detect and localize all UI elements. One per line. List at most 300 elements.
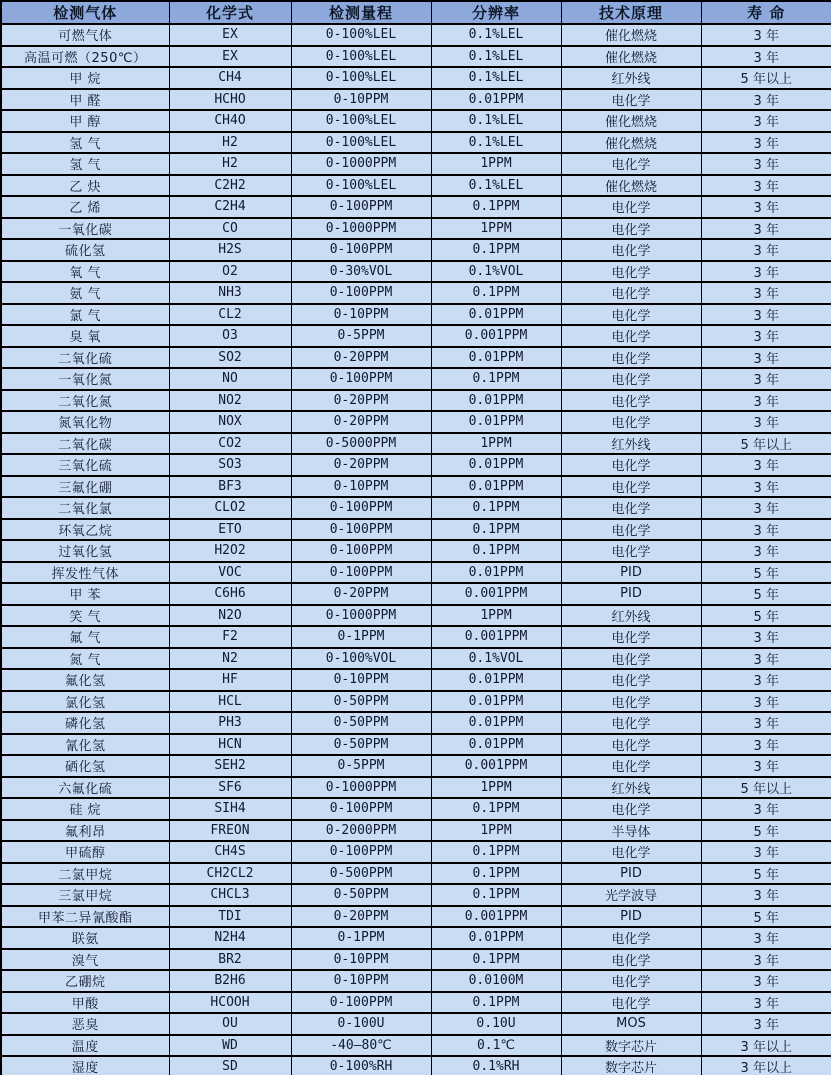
cell-range: 0-100%LEL bbox=[291, 46, 431, 68]
cell-principle: 数字芯片 bbox=[561, 1035, 701, 1057]
cell-gas: 乙硼烷 bbox=[1, 970, 169, 992]
cell-principle: 电化学 bbox=[561, 712, 701, 734]
cell-formula: B2H6 bbox=[169, 970, 291, 992]
column-header-lifespan: 寿 命 bbox=[701, 1, 831, 24]
cell-gas: 氯化氢 bbox=[1, 691, 169, 713]
cell-lifespan: 5 年以上 bbox=[701, 777, 831, 799]
cell-range: 0-1000PPM bbox=[291, 218, 431, 240]
column-header-principle: 技术原理 bbox=[561, 1, 701, 24]
cell-range: 0-100%VOL bbox=[291, 648, 431, 670]
cell-formula: HCL bbox=[169, 691, 291, 713]
header-row bbox=[1, 1, 831, 24]
cell-range: 0-100U bbox=[291, 1013, 431, 1035]
cell-principle: 电化学 bbox=[561, 648, 701, 670]
cell-resolution: 0.1%VOL bbox=[431, 648, 561, 670]
cell-formula: H2O2 bbox=[169, 540, 291, 562]
cell-lifespan: 3 年 bbox=[701, 884, 831, 906]
cell-gas: 高温可燃（250℃） bbox=[1, 46, 169, 68]
cell-lifespan: 3 年 bbox=[701, 390, 831, 412]
cell-formula: C2H2 bbox=[169, 175, 291, 197]
cell-range: 0-30%VOL bbox=[291, 261, 431, 283]
cell-gas: 磷化氢 bbox=[1, 712, 169, 734]
cell-principle: 电化学 bbox=[561, 540, 701, 562]
table-header bbox=[1, 1, 831, 24]
cell-range: 0-20PPM bbox=[291, 454, 431, 476]
cell-gas: 氟 气 bbox=[1, 626, 169, 648]
cell-lifespan: 5 年以上 bbox=[701, 67, 831, 89]
cell-principle: 电化学 bbox=[561, 325, 701, 347]
table-row bbox=[1, 282, 831, 304]
cell-lifespan: 3 年 bbox=[701, 669, 831, 691]
cell-formula: BF3 bbox=[169, 476, 291, 498]
cell-formula: HF bbox=[169, 669, 291, 691]
cell-range: 0-20PPM bbox=[291, 411, 431, 433]
cell-formula: ETO bbox=[169, 519, 291, 541]
cell-resolution: 0.1℃ bbox=[431, 1035, 561, 1057]
cell-principle: 电化学 bbox=[561, 390, 701, 412]
table-row bbox=[1, 67, 831, 89]
cell-lifespan: 3 年 bbox=[701, 110, 831, 132]
cell-formula: HCOOH bbox=[169, 992, 291, 1014]
cell-gas: 联氨 bbox=[1, 927, 169, 949]
cell-resolution: 0.01PPM bbox=[431, 562, 561, 584]
cell-formula: NH3 bbox=[169, 282, 291, 304]
cell-formula: SEH2 bbox=[169, 755, 291, 777]
cell-principle: 电化学 bbox=[561, 798, 701, 820]
cell-gas: 过氧化氢 bbox=[1, 540, 169, 562]
cell-formula: C2H4 bbox=[169, 196, 291, 218]
cell-range: 0-5PPM bbox=[291, 325, 431, 347]
cell-formula: NO bbox=[169, 368, 291, 390]
cell-range: 0-100PPM bbox=[291, 540, 431, 562]
cell-range: -40—80℃ bbox=[291, 1035, 431, 1057]
table-row bbox=[1, 540, 831, 562]
cell-resolution: 0.1PPM bbox=[431, 196, 561, 218]
cell-resolution: 0.1PPM bbox=[431, 884, 561, 906]
cell-range: 0-2000PPM bbox=[291, 820, 431, 842]
cell-range: 0-10PPM bbox=[291, 949, 431, 971]
cell-resolution: 0.001PPM bbox=[431, 583, 561, 605]
cell-formula: SIH4 bbox=[169, 798, 291, 820]
cell-principle: 催化燃烧 bbox=[561, 46, 701, 68]
cell-gas: 甲苯二异氰酸酯 bbox=[1, 906, 169, 928]
cell-formula: H2 bbox=[169, 153, 291, 175]
cell-lifespan: 3 年 bbox=[701, 992, 831, 1014]
cell-formula: EX bbox=[169, 24, 291, 46]
cell-principle: 催化燃烧 bbox=[561, 110, 701, 132]
cell-principle: 红外线 bbox=[561, 777, 701, 799]
cell-formula: CH4O bbox=[169, 110, 291, 132]
cell-resolution: 0.01PPM bbox=[431, 669, 561, 691]
cell-gas: 可燃气体 bbox=[1, 24, 169, 46]
cell-formula: H2S bbox=[169, 239, 291, 261]
table-row bbox=[1, 626, 831, 648]
cell-range: 0-50PPM bbox=[291, 734, 431, 756]
cell-lifespan: 5 年 bbox=[701, 605, 831, 627]
cell-gas: 二氯甲烷 bbox=[1, 863, 169, 885]
cell-lifespan: 3 年 bbox=[701, 476, 831, 498]
cell-lifespan: 3 年 bbox=[701, 519, 831, 541]
cell-principle: 电化学 bbox=[561, 949, 701, 971]
table-row bbox=[1, 390, 831, 412]
cell-resolution: 0.1PPM bbox=[431, 863, 561, 885]
cell-lifespan: 3 年 bbox=[701, 648, 831, 670]
column-header-range: 检测量程 bbox=[291, 1, 431, 24]
table-row bbox=[1, 454, 831, 476]
cell-principle: 半导体 bbox=[561, 820, 701, 842]
cell-gas: 氢 气 bbox=[1, 153, 169, 175]
cell-gas: 一氧化碳 bbox=[1, 218, 169, 240]
cell-lifespan: 3 年 bbox=[701, 755, 831, 777]
cell-lifespan: 3 年以上 bbox=[701, 1035, 831, 1057]
cell-gas: 恶臭 bbox=[1, 1013, 169, 1035]
cell-resolution: 0.1%LEL bbox=[431, 24, 561, 46]
cell-lifespan: 3 年 bbox=[701, 347, 831, 369]
cell-principle: 红外线 bbox=[561, 605, 701, 627]
cell-range: 0-1000PPM bbox=[291, 777, 431, 799]
cell-lifespan: 3 年 bbox=[701, 949, 831, 971]
cell-principle: 电化学 bbox=[561, 153, 701, 175]
cell-lifespan: 3 年 bbox=[701, 153, 831, 175]
cell-gas: 甲 烷 bbox=[1, 67, 169, 89]
cell-resolution: 1PPM bbox=[431, 777, 561, 799]
cell-formula: N2 bbox=[169, 648, 291, 670]
cell-range: 0-10PPM bbox=[291, 304, 431, 326]
cell-gas: 甲 苯 bbox=[1, 583, 169, 605]
table-row bbox=[1, 175, 831, 197]
cell-range: 0-1000PPM bbox=[291, 153, 431, 175]
table-row bbox=[1, 153, 831, 175]
table-body bbox=[1, 24, 831, 1075]
cell-gas: 湿度 bbox=[1, 1056, 169, 1075]
cell-gas: 硒化氢 bbox=[1, 755, 169, 777]
cell-range: 0-100PPM bbox=[291, 992, 431, 1014]
cell-range: 0-20PPM bbox=[291, 347, 431, 369]
cell-principle: 电化学 bbox=[561, 196, 701, 218]
cell-gas: 二氧化氮 bbox=[1, 390, 169, 412]
cell-principle: 催化燃烧 bbox=[561, 132, 701, 154]
table-row bbox=[1, 239, 831, 261]
cell-range: 0-1000PPM bbox=[291, 605, 431, 627]
table-row bbox=[1, 218, 831, 240]
table-row bbox=[1, 648, 831, 670]
cell-gas: 六氟化硫 bbox=[1, 777, 169, 799]
cell-principle: 电化学 bbox=[561, 992, 701, 1014]
cell-resolution: 0.1PPM bbox=[431, 519, 561, 541]
cell-resolution: 0.1%LEL bbox=[431, 67, 561, 89]
cell-lifespan: 3 年 bbox=[701, 927, 831, 949]
cell-resolution: 1PPM bbox=[431, 153, 561, 175]
cell-resolution: 0.1PPM bbox=[431, 798, 561, 820]
cell-resolution: 0.01PPM bbox=[431, 347, 561, 369]
table-row bbox=[1, 89, 831, 111]
cell-lifespan: 3 年 bbox=[701, 132, 831, 154]
cell-resolution: 0.01PPM bbox=[431, 476, 561, 498]
table-row bbox=[1, 304, 831, 326]
cell-resolution: 0.1PPM bbox=[431, 540, 561, 562]
cell-gas: 乙 烯 bbox=[1, 196, 169, 218]
cell-formula: SD bbox=[169, 1056, 291, 1075]
cell-gas: 甲 醇 bbox=[1, 110, 169, 132]
cell-gas: 氮氧化物 bbox=[1, 411, 169, 433]
cell-range: 0-20PPM bbox=[291, 390, 431, 412]
table-row bbox=[1, 734, 831, 756]
table-row bbox=[1, 411, 831, 433]
cell-range: 0-20PPM bbox=[291, 906, 431, 928]
cell-principle: 电化学 bbox=[561, 218, 701, 240]
table-row bbox=[1, 949, 831, 971]
cell-gas: 乙 炔 bbox=[1, 175, 169, 197]
cell-principle: 电化学 bbox=[561, 970, 701, 992]
cell-resolution: 0.1PPM bbox=[431, 368, 561, 390]
cell-formula: NOX bbox=[169, 411, 291, 433]
cell-principle: 电化学 bbox=[561, 669, 701, 691]
cell-lifespan: 3 年 bbox=[701, 497, 831, 519]
cell-resolution: 1PPM bbox=[431, 433, 561, 455]
cell-range: 0-100%LEL bbox=[291, 24, 431, 46]
table-row bbox=[1, 24, 831, 46]
cell-gas: 氨 气 bbox=[1, 282, 169, 304]
cell-range: 0-10PPM bbox=[291, 89, 431, 111]
table-row bbox=[1, 497, 831, 519]
table-row bbox=[1, 691, 831, 713]
cell-formula: CLO2 bbox=[169, 497, 291, 519]
cell-lifespan: 3 年 bbox=[701, 368, 831, 390]
cell-principle: PID bbox=[561, 906, 701, 928]
cell-range: 0-5PPM bbox=[291, 755, 431, 777]
cell-lifespan: 3 年 bbox=[701, 89, 831, 111]
cell-lifespan: 5 年 bbox=[701, 863, 831, 885]
cell-lifespan: 5 年以上 bbox=[701, 433, 831, 455]
cell-formula: CO2 bbox=[169, 433, 291, 455]
cell-lifespan: 3 年 bbox=[701, 304, 831, 326]
cell-formula: HCHO bbox=[169, 89, 291, 111]
table-row bbox=[1, 1013, 831, 1035]
cell-resolution: 0.01PPM bbox=[431, 411, 561, 433]
cell-formula: H2 bbox=[169, 132, 291, 154]
cell-formula: HCN bbox=[169, 734, 291, 756]
cell-resolution: 0.0100M bbox=[431, 970, 561, 992]
cell-gas: 二氧化氯 bbox=[1, 497, 169, 519]
cell-range: 0-100PPM bbox=[291, 282, 431, 304]
cell-formula: F2 bbox=[169, 626, 291, 648]
cell-formula: FREON bbox=[169, 820, 291, 842]
cell-lifespan: 3 年 bbox=[701, 454, 831, 476]
table-row bbox=[1, 820, 831, 842]
cell-principle: 电化学 bbox=[561, 519, 701, 541]
table-row bbox=[1, 110, 831, 132]
cell-lifespan: 3 年 bbox=[701, 282, 831, 304]
cell-range: 0-10PPM bbox=[291, 476, 431, 498]
cell-lifespan: 3 年 bbox=[701, 239, 831, 261]
cell-lifespan: 3 年 bbox=[701, 798, 831, 820]
cell-formula: VOC bbox=[169, 562, 291, 584]
cell-resolution: 0.01PPM bbox=[431, 390, 561, 412]
cell-gas: 挥发性气体 bbox=[1, 562, 169, 584]
cell-gas: 甲酸 bbox=[1, 992, 169, 1014]
cell-range: 0-10PPM bbox=[291, 669, 431, 691]
cell-resolution: 0.01PPM bbox=[431, 304, 561, 326]
cell-formula: C6H6 bbox=[169, 583, 291, 605]
cell-resolution: 0.01PPM bbox=[431, 454, 561, 476]
column-header-gas: 检测气体 bbox=[1, 1, 169, 24]
cell-range: 0-100PPM bbox=[291, 239, 431, 261]
cell-lifespan: 5 年 bbox=[701, 562, 831, 584]
cell-principle: 红外线 bbox=[561, 67, 701, 89]
cell-formula: CL2 bbox=[169, 304, 291, 326]
cell-gas: 环氧乙烷 bbox=[1, 519, 169, 541]
cell-formula: PH3 bbox=[169, 712, 291, 734]
cell-formula: WD bbox=[169, 1035, 291, 1057]
table-row bbox=[1, 132, 831, 154]
cell-lifespan: 3 年 bbox=[701, 712, 831, 734]
cell-formula: O3 bbox=[169, 325, 291, 347]
cell-gas: 笑 气 bbox=[1, 605, 169, 627]
cell-resolution: 0.10U bbox=[431, 1013, 561, 1035]
table-row bbox=[1, 712, 831, 734]
cell-lifespan: 3 年 bbox=[701, 325, 831, 347]
cell-range: 0-500PPM bbox=[291, 863, 431, 885]
cell-range: 0-100PPM bbox=[291, 196, 431, 218]
cell-gas: 温度 bbox=[1, 1035, 169, 1057]
cell-principle: 电化学 bbox=[561, 368, 701, 390]
cell-gas: 甲 醛 bbox=[1, 89, 169, 111]
cell-principle: 光学波导 bbox=[561, 884, 701, 906]
cell-resolution: 0.1PPM bbox=[431, 949, 561, 971]
cell-principle: 电化学 bbox=[561, 304, 701, 326]
table-row bbox=[1, 798, 831, 820]
cell-principle: 电化学 bbox=[561, 261, 701, 283]
cell-resolution: 1PPM bbox=[431, 605, 561, 627]
cell-principle: 电化学 bbox=[561, 497, 701, 519]
cell-range: 0-100PPM bbox=[291, 841, 431, 863]
table-row bbox=[1, 562, 831, 584]
cell-principle: 电化学 bbox=[561, 89, 701, 111]
cell-principle: 电化学 bbox=[561, 626, 701, 648]
cell-lifespan: 3 年 bbox=[701, 24, 831, 46]
table-row bbox=[1, 906, 831, 928]
cell-formula: N2O bbox=[169, 605, 291, 627]
cell-formula: O2 bbox=[169, 261, 291, 283]
cell-gas: 氟化氢 bbox=[1, 669, 169, 691]
cell-gas: 一氧化氮 bbox=[1, 368, 169, 390]
cell-formula: OU bbox=[169, 1013, 291, 1035]
cell-lifespan: 3 年 bbox=[701, 626, 831, 648]
table-row bbox=[1, 669, 831, 691]
cell-range: 0-50PPM bbox=[291, 712, 431, 734]
cell-range: 0-100PPM bbox=[291, 798, 431, 820]
cell-lifespan: 3 年 bbox=[701, 411, 831, 433]
table-row bbox=[1, 325, 831, 347]
cell-lifespan: 3 年 bbox=[701, 691, 831, 713]
table-row bbox=[1, 884, 831, 906]
cell-principle: PID bbox=[561, 863, 701, 885]
cell-principle: MOS bbox=[561, 1013, 701, 1035]
table-row bbox=[1, 992, 831, 1014]
cell-range: 0-50PPM bbox=[291, 691, 431, 713]
cell-formula: SO3 bbox=[169, 454, 291, 476]
table-row bbox=[1, 777, 831, 799]
cell-principle: PID bbox=[561, 583, 701, 605]
cell-gas: 三氟化硼 bbox=[1, 476, 169, 498]
column-header-formula: 化学式 bbox=[169, 1, 291, 24]
cell-gas: 氢 气 bbox=[1, 132, 169, 154]
cell-range: 0-1PPM bbox=[291, 927, 431, 949]
cell-resolution: 0.1PPM bbox=[431, 992, 561, 1014]
cell-formula: EX bbox=[169, 46, 291, 68]
cell-resolution: 0.1%VOL bbox=[431, 261, 561, 283]
column-header-resolution: 分辨率 bbox=[431, 1, 561, 24]
cell-resolution: 0.1PPM bbox=[431, 282, 561, 304]
cell-range: 0-100%RH bbox=[291, 1056, 431, 1075]
cell-range: 0-100%LEL bbox=[291, 175, 431, 197]
cell-principle: 电化学 bbox=[561, 239, 701, 261]
cell-formula: CO bbox=[169, 218, 291, 240]
cell-lifespan: 3 年 bbox=[701, 46, 831, 68]
cell-lifespan: 3 年 bbox=[701, 734, 831, 756]
cell-range: 0-100%LEL bbox=[291, 67, 431, 89]
cell-range: 0-100PPM bbox=[291, 519, 431, 541]
cell-lifespan: 5 年 bbox=[701, 583, 831, 605]
cell-resolution: 0.1PPM bbox=[431, 841, 561, 863]
cell-gas: 二氧化硫 bbox=[1, 347, 169, 369]
table-row bbox=[1, 927, 831, 949]
cell-resolution: 0.01PPM bbox=[431, 691, 561, 713]
cell-lifespan: 3 年以上 bbox=[701, 1056, 831, 1075]
cell-range: 0-50PPM bbox=[291, 884, 431, 906]
table-row bbox=[1, 970, 831, 992]
cell-resolution: 0.1%LEL bbox=[431, 46, 561, 68]
table-row bbox=[1, 347, 831, 369]
cell-range: 0-10PPM bbox=[291, 970, 431, 992]
cell-formula: CH4S bbox=[169, 841, 291, 863]
cell-principle: 催化燃烧 bbox=[561, 24, 701, 46]
table-row bbox=[1, 476, 831, 498]
cell-range: 0-100%LEL bbox=[291, 110, 431, 132]
cell-range: 0-100PPM bbox=[291, 497, 431, 519]
cell-range: 0-20PPM bbox=[291, 583, 431, 605]
cell-lifespan: 3 年 bbox=[701, 970, 831, 992]
cell-principle: 电化学 bbox=[561, 347, 701, 369]
table-row bbox=[1, 368, 831, 390]
cell-range: 0-1PPM bbox=[291, 626, 431, 648]
cell-range: 0-100PPM bbox=[291, 368, 431, 390]
cell-gas: 三氧化硫 bbox=[1, 454, 169, 476]
cell-lifespan: 3 年 bbox=[701, 218, 831, 240]
cell-lifespan: 5 年 bbox=[701, 906, 831, 928]
cell-formula: CH2CL2 bbox=[169, 863, 291, 885]
cell-principle: 电化学 bbox=[561, 927, 701, 949]
cell-formula: NO2 bbox=[169, 390, 291, 412]
cell-gas: 氟利昂 bbox=[1, 820, 169, 842]
cell-formula: BR2 bbox=[169, 949, 291, 971]
cell-resolution: 0.1%LEL bbox=[431, 132, 561, 154]
table-row bbox=[1, 433, 831, 455]
cell-resolution: 0.01PPM bbox=[431, 927, 561, 949]
cell-formula: SF6 bbox=[169, 777, 291, 799]
cell-principle: 数字芯片 bbox=[561, 1056, 701, 1075]
cell-principle: 电化学 bbox=[561, 411, 701, 433]
table-row bbox=[1, 1035, 831, 1057]
cell-principle: PID bbox=[561, 562, 701, 584]
cell-gas: 甲硫醇 bbox=[1, 841, 169, 863]
cell-resolution: 1PPM bbox=[431, 218, 561, 240]
cell-principle: 电化学 bbox=[561, 691, 701, 713]
cell-resolution: 0.01PPM bbox=[431, 734, 561, 756]
table-row bbox=[1, 1056, 831, 1075]
table-row bbox=[1, 755, 831, 777]
cell-range: 0-5000PPM bbox=[291, 433, 431, 455]
